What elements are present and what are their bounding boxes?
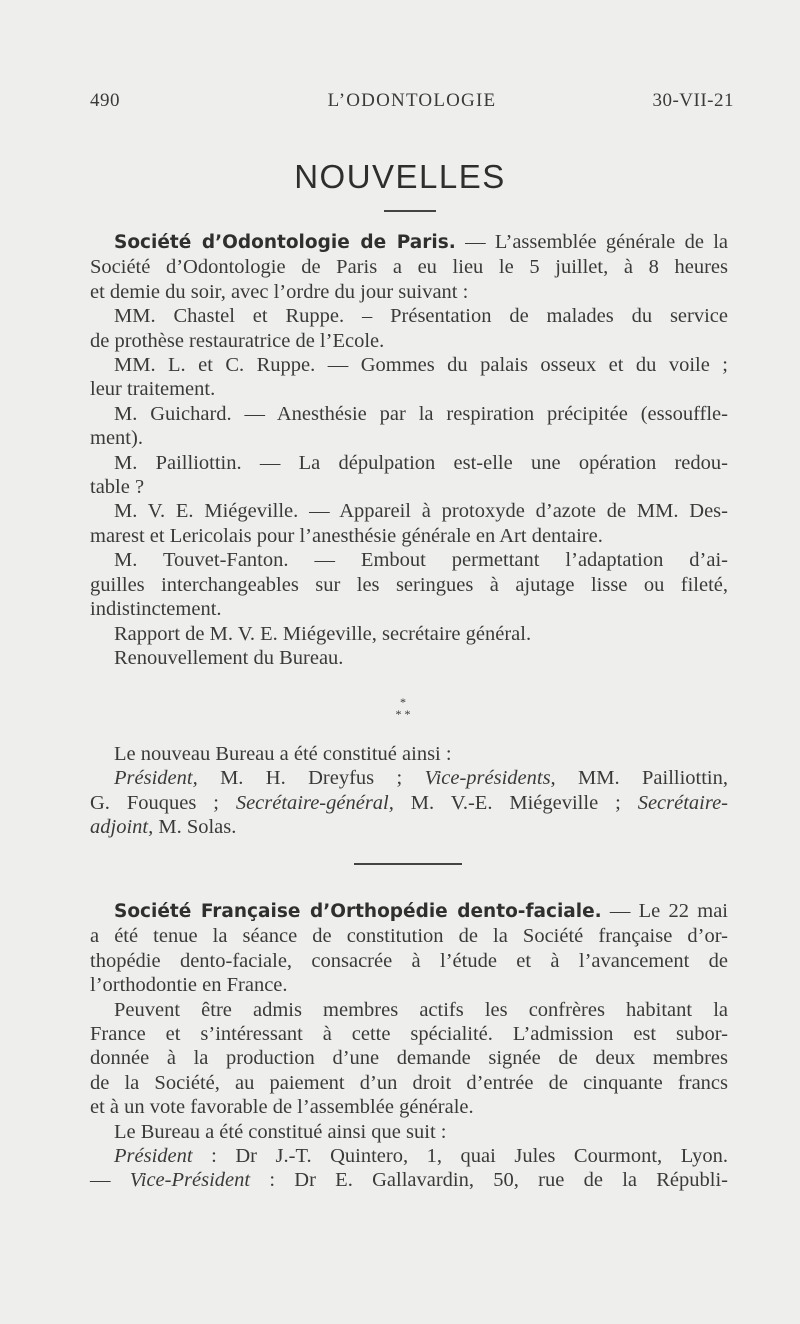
- text-line: et demie du soir, avec l’ordre du jour suivant :: [90, 280, 469, 303]
- agenda-item: Rapport de M. V. E. Miégeville, secrétaire général.: [114, 622, 532, 645]
- paragraph: Société Française d’Orthopédie dento-faciale. — Le 22 mai: [114, 900, 728, 922]
- section-orthopedie-dento-faciale: [90, 899, 728, 1193]
- agenda-item: M. V. E. Miégeville. — Appareil à protoxyde d’azote de MM. Des-: [114, 500, 728, 523]
- text-line: de la Société, au paiement d’un droit d’entrée de cinquante francs: [90, 1071, 728, 1094]
- agenda-item: Renouvellement du Bureau.: [114, 646, 344, 669]
- running-header: [90, 90, 734, 116]
- agenda-item: MM. Chastel et Ruppe. – Présentation de malades du service: [114, 305, 728, 328]
- text-line: Le nouveau Bureau a été constitué ainsi :: [114, 743, 452, 765]
- section-title: NOUVELLES: [294, 158, 506, 195]
- text-line: Société d’Odontologie de Paris a eu lieu le 5 juillet, à 8 heures: [90, 256, 728, 279]
- text-line: — Vice-Président : Dr E. Gallavardin, 50, rue de la Républi-: [90, 1169, 728, 1192]
- section-new-bureau: [90, 742, 728, 840]
- text-line: marest et Lericolais pour l’anesthésie générale en Art dentaire.: [90, 524, 603, 547]
- asterism-top: *: [400, 695, 406, 709]
- text-line: et à un vote favorable de l’assemblée générale.: [90, 1096, 474, 1119]
- text-line: a été tenue la séance de constitution de la Société française d’or-: [90, 925, 728, 948]
- paragraph: Société d’Odontologie de Paris. — L’assemblée générale de la: [114, 231, 729, 253]
- society-name: Société d’Odontologie de Paris.: [114, 232, 456, 253]
- page-number: 490: [90, 90, 120, 111]
- section-divider: [354, 863, 462, 865]
- society-name: Société Française d’Orthopédie dento-faciale.: [114, 901, 602, 922]
- text-line: ment).: [90, 427, 143, 450]
- issue-date: 30-VII-21: [652, 90, 734, 111]
- text-line: Président, M. H. Dreyfus ; Vice-présidents, MM. Pailliottin,: [114, 767, 728, 790]
- journal-title: L’ODONTOLOGIE: [327, 90, 497, 111]
- text-line: thopédie dento-faciale, consacrée à l’étude et à l’avancement de: [90, 949, 728, 972]
- text-line: G. Fouques ; Secrétaire-général, M. V.-E. Miégeville ; Secrétaire-: [90, 791, 728, 814]
- title-divider: [384, 210, 436, 212]
- text-line: donnée à la production d’une demande signée de deux membres: [90, 1047, 728, 1070]
- text-line: l’orthodontie en France.: [90, 974, 288, 997]
- text-line: indistinctement.: [90, 598, 222, 621]
- text-line: Président : Dr J.-T. Quintero, 1, quai Jules Courmont, Lyon.: [114, 1145, 728, 1168]
- agenda-item: M. Pailliottin. — La dépulpation est-elle une opération redou-: [114, 451, 728, 474]
- text-line: table ?: [90, 476, 145, 499]
- text-line: leur traitement.: [90, 378, 216, 401]
- asterism: [388, 696, 418, 720]
- text-line: Le Bureau a été constitué ainsi que suit :: [114, 1120, 447, 1143]
- text-line: guilles interchangeables sur les seringues à ajutage lisse ou fileté,: [90, 573, 728, 596]
- text-line: Peuvent être admis membres actifs les confrères habitant la: [114, 998, 728, 1021]
- text-line: adjoint, M. Solas.: [90, 816, 237, 839]
- section-odontologie-paris: [90, 230, 728, 670]
- agenda-item: MM. L. et C. Ruppe. — Gommes du palais osseux et du voile ;: [114, 354, 728, 377]
- text-line: France et s’intéressant à cette spécialité. L’admission est subor-: [90, 1023, 728, 1046]
- agenda-item: M. Touvet-Fanton. — Embout permettant l’adaptation d’ai-: [114, 549, 728, 572]
- asterism-bottom: * *: [395, 707, 411, 721]
- text-line: de prothèse restauratrice de l’Ecole.: [90, 329, 385, 352]
- agenda-item: M. Guichard. — Anesthésie par la respiration précipitée (essouffle-: [114, 402, 728, 425]
